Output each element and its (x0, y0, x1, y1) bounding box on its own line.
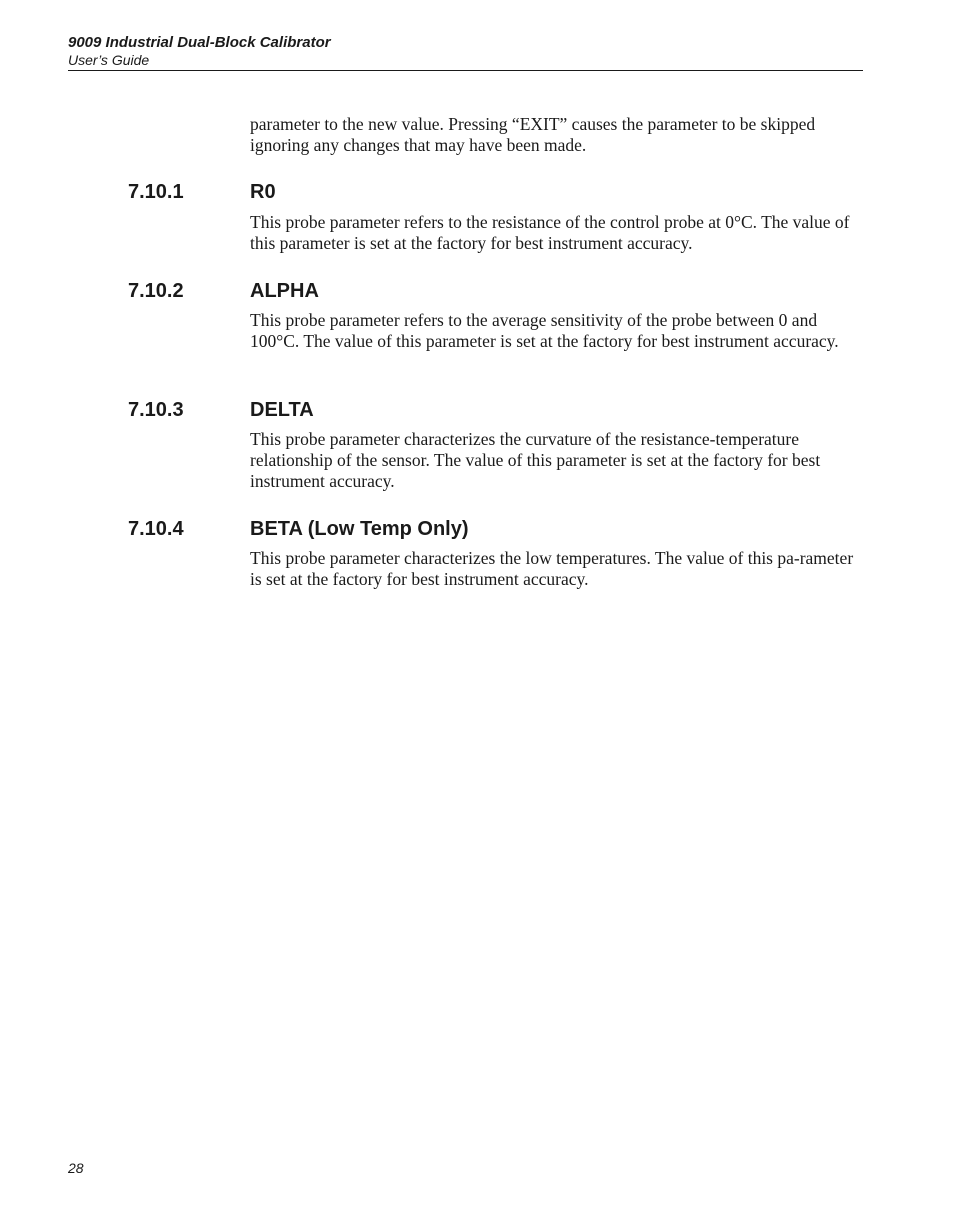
section-title-r0: R0 (250, 181, 276, 203)
section-body-r0: This probe parameter refers to the resistance of the control probe at 0°C. The value of this parameter is set at the factory for best instrument accuracy. (250, 212, 850, 253)
section-body-alpha: This probe parameter refers to the average sensitivity of the probe between 0 and 100°C. The value of this parameter is set at the factory for best instrument accuracy. (250, 310, 839, 351)
section-title-alpha: ALPHA (250, 280, 319, 302)
section-body-beta: This probe parameter characterizes the low temperatures. The value of this pa-rameter is set at the factory for best instrument accuracy. (250, 548, 854, 589)
running-header (68, 34, 863, 71)
section-number-7-10-3: 7.10.3 (128, 399, 184, 421)
page-number: 28 (68, 1160, 84, 1176)
section-number-7-10-4: 7.10.4 (128, 518, 184, 540)
section-body-delta: This probe parameter characterizes the curvature of the resistance-temperature relationship of the sensor. The value of this parameter is set at the factory for best instrument accuracy. (250, 429, 821, 491)
section-title-delta: DELTA (250, 399, 314, 421)
section-number-7-10-2: 7.10.2 (128, 280, 184, 302)
intro-paragraph: parameter to the new value. Pressing “EXIT” causes the parameter to be skipped ignoring any changes that may have been made. (250, 114, 816, 155)
document-title: 9009 Industrial Dual-Block Calibrator (68, 34, 331, 51)
section-title-beta: BETA (Low Temp Only) (250, 518, 469, 540)
section-number-7-10-1: 7.10.1 (128, 181, 184, 203)
document-subtitle: User’s Guide (68, 52, 150, 68)
